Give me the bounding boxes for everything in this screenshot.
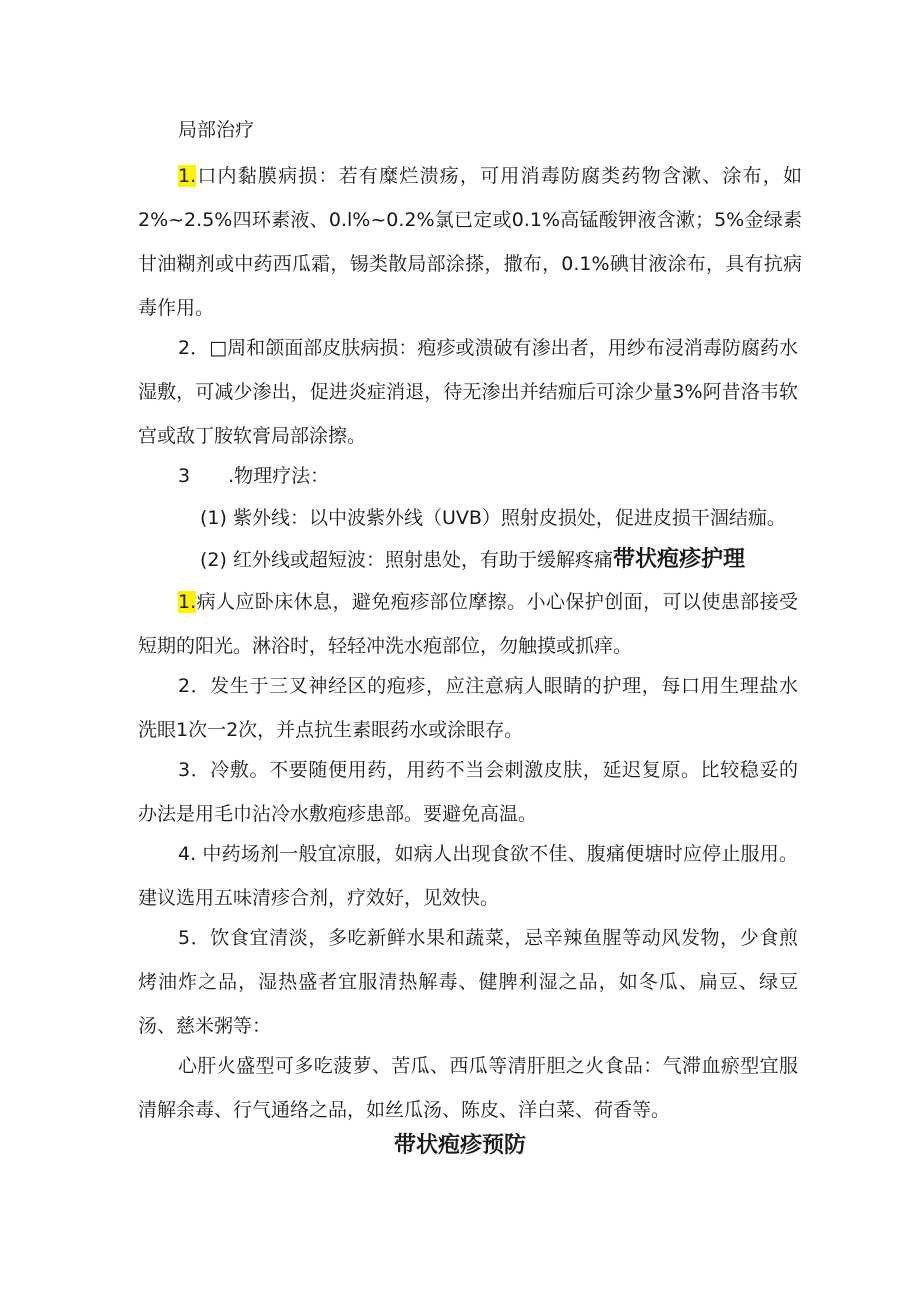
nursing-item-6: 心肝火盛型可多吃菠萝、苦瓜、西瓜等清肝胆之火食品：气滞血瘀型宜服清解余毒、行气通络之品，如丝瓜汤、陈皮、洋白菜、荷香等。 bbox=[138, 1055, 798, 1121]
local-treatment-item-3: 3 .物理疗法： bbox=[178, 465, 330, 487]
nursing-item-3: 3．冷敷。不要随便用药，用药不当会刺激皮肤，延迟复原。比较稳妥的办法是用毛巾沾冷水敷疱疹患部。要避免高温。 bbox=[138, 759, 798, 825]
local-treatment-item-3-1: (1) 紫外线：以中波紫外线（UVB）照射皮损处，促进皮损干涸结痂。 bbox=[200, 507, 786, 529]
item-text: (2) 红外线或超短波：照射患处，有助于缓解疼痛 bbox=[200, 549, 613, 571]
item-text: 口内黏膜病损：若有糜烂溃疡，可用消毒防腐类药物含漱、涂布，如2%~2.5%四环素液、0.l%~0.2%氯已定或0.1%高锰酸钾液含漱；5%金绿素甘油糊剂或中药西瓜霜，锡类散局部涂搽，撒布，0.1%碘甘液涂布，具有抗病毒作用。 bbox=[138, 165, 802, 319]
prevention-heading: 带状疱疹预防 bbox=[393, 1133, 526, 1158]
item-number-highlight: 1. bbox=[178, 165, 197, 187]
local-treatment-item-2: 2．□周和颌面部皮肤病损：疱疹或溃破有渗出者，用纱布浸消毒防腐药水湿敷，可减少渗出，促进炎症消退，待无渗出并结痂后可涂少量3%阿昔洛韦软宫或敌丁胺软膏局部涂擦。 bbox=[138, 337, 798, 447]
nursing-item-1 bbox=[138, 580, 798, 668]
nursing-item-4: 4. 中药场剂一般宜凉服，如病人出现食欲不佳、腹痛便塘时应停止服用。建议选用五味清疹合剂，疗效好，见效快。 bbox=[138, 843, 798, 909]
nursing-item-5: 5．饮食宜清淡，多吃新鲜水果和蔬菜，忌辛辣鱼腥等动风发物，少食煎烤油炸之品，湿热盛者宜服清热解毒、健脾利湿之品，如冬瓜、扁豆、绿豆汤、慈米粥等： bbox=[138, 927, 798, 1037]
nursing-heading: 带状疱疹护理 bbox=[612, 547, 745, 572]
local-treatment-heading: 局部治疗 bbox=[178, 119, 255, 141]
item-number-highlight: 1. bbox=[178, 591, 197, 613]
item-text: 病人应卧床休息，避免疱疹部位摩擦。小心保护创面，可以使患部接受短期的阳光。淋浴时，轻轻冲洗水疱部位，勿触摸或抓痒。 bbox=[138, 591, 798, 657]
local-treatment-item-3-2 bbox=[200, 538, 800, 582]
local-treatment-item-1 bbox=[138, 154, 802, 330]
nursing-item-2: 2．发生于三叉神经区的疱疹，应注意病人眼睛的护理，每口用生理盐水洗眼1次一2次，并点抗生素眼药水或涂眼存。 bbox=[138, 675, 798, 741]
